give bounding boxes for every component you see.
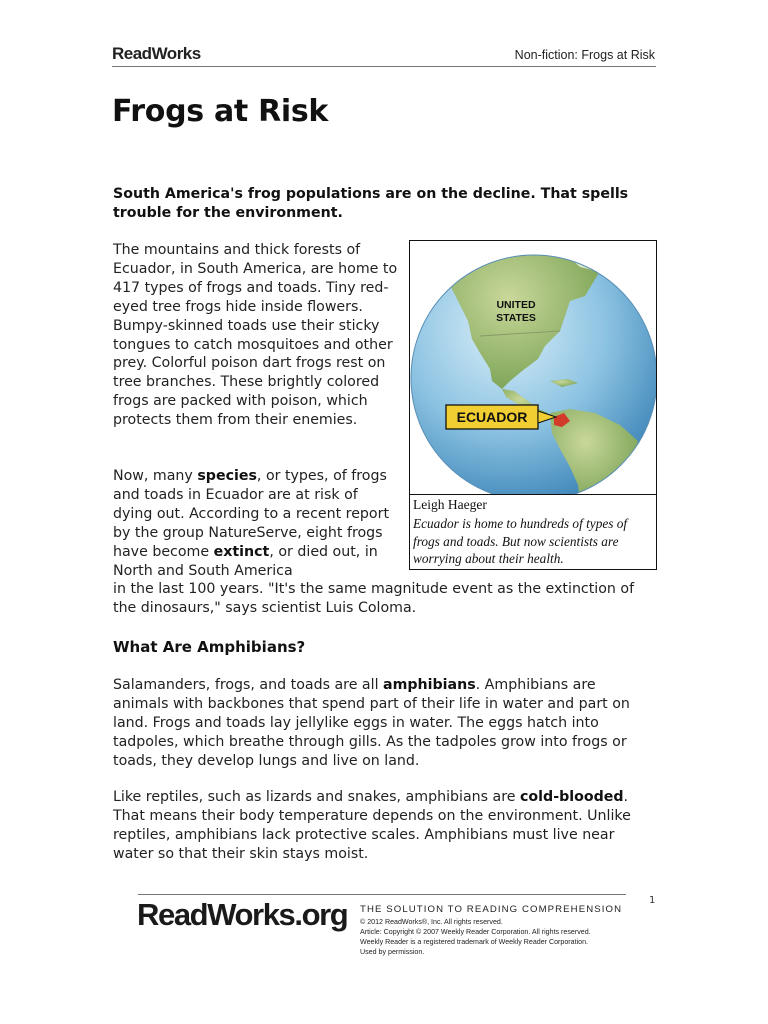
legal-line-2: Article: Copyright © 2007 Weekly Reader Corporation. All rights reserved. xyxy=(360,928,591,936)
legal-line-4: Used by permission. xyxy=(360,948,425,956)
figure-divider xyxy=(410,494,656,495)
globe-map xyxy=(410,241,656,494)
paragraph-3: Salamanders, frogs, and toads are all amphibians. Amphibians are animals with backbones that spend part of their life in water and part on land. Frogs and toads lay jellylike eggs in water. The eggs hatch into tadpoles, which breathe through gills. As the tadpoles grow into frogs or toads, they develop lungs and live on land. xyxy=(113,677,630,769)
label-ecuador: ECUADOR xyxy=(456,409,528,425)
footer-tagline: THE SOLUTION TO READING COMPREHENSION xyxy=(360,904,623,915)
term-species: species xyxy=(197,468,257,484)
term-cold-blooded: cold-blooded xyxy=(520,789,624,805)
article-title: Frogs at Risk xyxy=(112,94,329,129)
header-section-label: Non-fiction: Frogs at Risk xyxy=(514,48,655,62)
figure-caption: Ecuador is home to hundreds of types of frogs and toads. But now scientists are worrying about their health. xyxy=(413,516,628,566)
header-divider xyxy=(112,66,656,67)
legal-line-3: Weekly Reader is a registered trademark of Weekly Reader Corporation. xyxy=(360,938,589,946)
intro-lead: South America's frog populations are on the decline. That spells trouble for the environment. xyxy=(113,186,629,221)
term-amphibians: amphibians xyxy=(383,677,476,693)
footer-divider xyxy=(138,894,626,895)
page-number: 1 xyxy=(649,895,656,906)
paragraph-4: Like reptiles, such as lizards and snakes, amphibians are cold-blooded. That means their body temperature depends on the environment. Unlike reptiles, amphibians lack protective scales. Amphibians must live near water so that their skin stays moist. xyxy=(113,789,631,862)
footer-logo: ReadWorks.org xyxy=(137,897,348,932)
map-figure xyxy=(409,240,657,570)
term-extinct: extinct xyxy=(213,543,270,560)
label-united: UNITED xyxy=(496,299,536,311)
paragraph-2: Now, many species, or types, of frogs and toads in Ecuador are at risk of dying out. According to a recent report by the group NatureServe, eight frogs have become extinct, or died out, in North and South America xyxy=(113,468,390,579)
brand-logo: ReadWorks xyxy=(112,44,201,63)
globe-illustration xyxy=(410,241,656,494)
paragraph-1: The mountains and thick forests of Ecuador, in South America, are home to 417 types of frogs and toads. Tiny red-eyed tree frogs hide inside flowers. Bumpy-skinned toads use their sticky tongues to catch mosquitoes and other prey. Colorful poison dart frogs rest on tree branches. These brightly colored frogs are packed with poison, which protects them from their enemies. xyxy=(113,242,398,429)
label-states: STATES xyxy=(496,312,536,324)
legal-line-1: © 2012 ReadWorks®, Inc. All rights reserved. xyxy=(360,918,503,926)
section-heading-amphibians: What Are Amphibians? xyxy=(113,638,306,656)
photo-credit: Leigh Haeger xyxy=(413,497,487,512)
paragraph-2-continued: in the last 100 years. "It's the same magnitude event as the extinction of the dinosaurs," says scientist Luis Coloma. xyxy=(113,581,635,616)
